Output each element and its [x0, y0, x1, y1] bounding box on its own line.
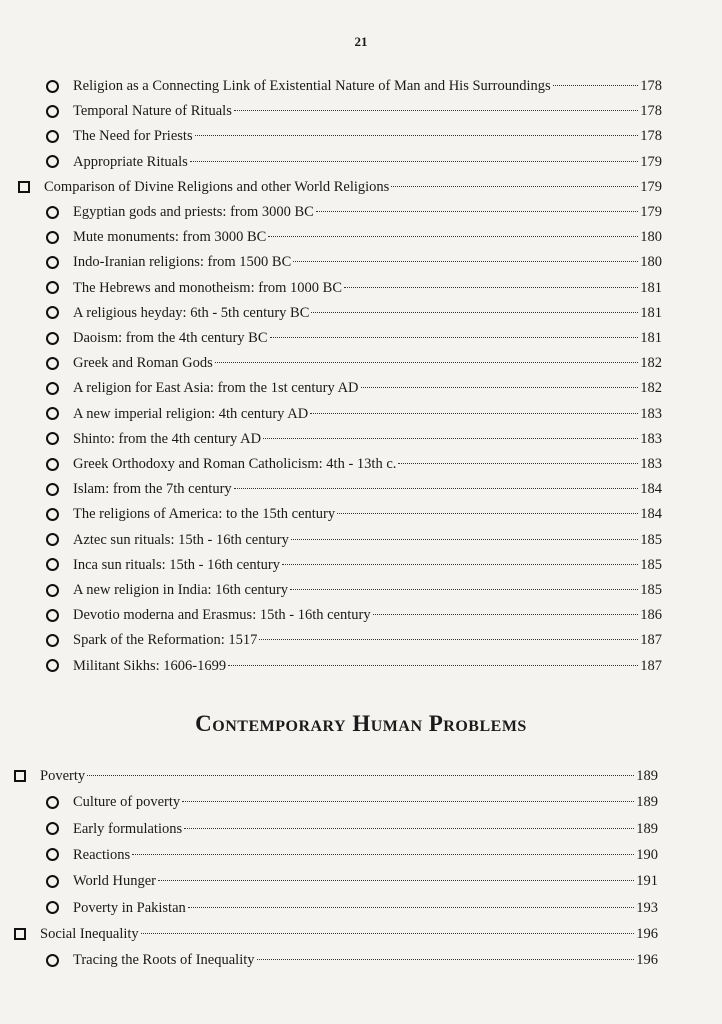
toc-entry-label: The Hebrews and monotheism: from 1000 BC	[73, 279, 343, 296]
dot-leader	[293, 261, 638, 262]
circle-bullet-icon	[46, 80, 59, 93]
toc-entry[interactable]	[46, 454, 662, 474]
toc-entry[interactable]	[46, 404, 662, 424]
page-number: 21	[354, 34, 368, 49]
toc-entry-page: 178	[640, 78, 662, 94]
circle-bullet-icon	[46, 458, 59, 471]
square-bullet-icon	[14, 770, 26, 782]
toc-entry[interactable]	[46, 845, 658, 865]
dot-leader	[182, 801, 634, 802]
toc-entry-label: Greek and Roman Gods	[73, 355, 213, 372]
toc-entry-label: Egyptian gods and priests: from 3000 BC	[73, 204, 314, 220]
toc-entry[interactable]	[46, 479, 662, 499]
circle-bullet-icon	[46, 382, 59, 395]
toc-entry-page: 191	[636, 873, 658, 890]
circle-bullet-icon	[46, 306, 59, 319]
toc-entry-label: A new imperial religion: 4th century AD	[73, 405, 309, 422]
dot-leader	[310, 413, 638, 414]
circle-bullet-icon	[46, 357, 59, 370]
circle-bullet-icon	[46, 659, 59, 672]
toc-entry[interactable]	[46, 819, 658, 839]
dot-leader	[184, 828, 634, 829]
dot-leader	[141, 933, 635, 934]
toc-entry-label: Appropriate Rituals	[73, 153, 188, 170]
dot-leader	[311, 312, 638, 313]
toc-entry[interactable]	[46, 252, 662, 272]
circle-bullet-icon	[46, 875, 59, 888]
toc-entry[interactable]	[46, 328, 662, 348]
dot-leader	[398, 463, 638, 464]
toc-entry-label: Reactions	[73, 846, 131, 863]
toc-entry-page: 190	[636, 846, 658, 863]
toc-entry[interactable]	[46, 278, 662, 298]
toc-entry-main[interactable]	[14, 766, 658, 786]
toc-entry-page: 186	[640, 607, 662, 624]
circle-bullet-icon	[46, 105, 59, 118]
toc-entry-page: 193	[636, 899, 658, 916]
toc-entry-page: 182	[640, 380, 662, 397]
toc-entry[interactable]	[46, 605, 662, 625]
dot-leader	[268, 236, 638, 237]
toc-entry[interactable]	[46, 227, 662, 247]
circle-bullet-icon	[46, 332, 59, 345]
toc-entry-label: Temporal Nature of Rituals	[73, 103, 232, 120]
circle-bullet-icon	[46, 822, 59, 835]
toc-entry-label: The religions of America: to the 15th century	[73, 506, 336, 523]
toc-entry-label: Mute monuments: from 3000 BC	[73, 229, 267, 246]
circle-bullet-icon	[46, 901, 59, 914]
toc-entry-label: World Hunger	[73, 873, 156, 890]
toc-entry-page: 189	[636, 794, 658, 811]
toc-entry-main[interactable]	[18, 177, 662, 197]
toc-entry-label: Poverty in Pakistan	[73, 899, 186, 916]
toc-entry[interactable]	[46, 126, 662, 146]
circle-bullet-icon	[46, 206, 59, 219]
square-bullet-icon	[14, 928, 26, 940]
dot-leader	[282, 564, 638, 565]
toc-entry-page: 182	[640, 355, 662, 372]
circle-bullet-icon	[46, 432, 59, 445]
dot-leader	[234, 488, 639, 489]
circle-bullet-icon	[46, 508, 59, 521]
toc-entry[interactable]	[46, 792, 658, 812]
dot-leader	[190, 161, 638, 162]
toc-entry-page: 185	[640, 531, 662, 548]
toc-entry[interactable]	[46, 656, 662, 676]
toc-entry-page: 189	[636, 820, 658, 837]
toc-entry-label: A religious heyday: 6th - 5th century BC	[73, 304, 310, 321]
toc-entry-label: Greek Orthodoxy and Roman Catholicism: 4th - 13th c.	[73, 456, 397, 472]
toc-entry[interactable]	[46, 353, 662, 373]
dot-leader	[215, 362, 639, 363]
circle-bullet-icon	[46, 848, 59, 861]
toc-entry-label: Tracing the Roots of Inequality	[73, 952, 255, 969]
circle-bullet-icon	[46, 533, 59, 546]
toc-entry-label: Poverty	[40, 768, 86, 784]
toc-entry-page: 179	[640, 153, 662, 170]
toc-entry-page: 183	[640, 456, 662, 472]
circle-bullet-icon	[46, 558, 59, 571]
toc-entry-label: Aztec sun rituals: 15th - 16th century	[73, 531, 289, 548]
toc-entry-label: Daoism: from the 4th century BC	[73, 330, 268, 346]
toc-entry-page: 178	[640, 128, 662, 145]
toc-entry-page: 181	[640, 279, 662, 296]
toc-entry-label: Social Inequality	[40, 925, 139, 942]
toc-entry-page: 184	[640, 481, 662, 498]
circle-bullet-icon	[46, 483, 59, 496]
circle-bullet-icon	[46, 796, 59, 809]
toc-entry-page: 179	[640, 204, 662, 220]
toc-entry-page: 178	[640, 103, 662, 120]
dot-leader	[132, 854, 634, 855]
toc-entry-page: 183	[640, 430, 662, 447]
toc-entry-page: 185	[640, 582, 662, 598]
toc-entry-page: 189	[636, 768, 658, 784]
toc-entry-label: The Need for Priests	[73, 128, 193, 145]
dot-leader	[158, 880, 634, 881]
toc-entry-label: A new religion in India: 16th century	[73, 582, 289, 598]
toc-entry-page: 187	[640, 632, 662, 649]
toc-entry-label: Devotio moderna and Erasmus: 15th - 16th century	[73, 607, 371, 624]
toc-entry[interactable]	[46, 303, 662, 323]
toc-entry-page: 184	[640, 506, 662, 523]
toc-entry-page: 187	[640, 657, 662, 674]
dot-leader	[263, 438, 638, 439]
toc-entry-label: Militant Sikhs: 1606-1699	[73, 657, 227, 674]
toc-entry[interactable]	[46, 580, 662, 600]
toc-entry-main[interactable]	[14, 924, 658, 944]
dot-leader	[344, 287, 638, 288]
circle-bullet-icon	[46, 281, 59, 294]
toc-entry[interactable]	[46, 76, 662, 96]
toc-entry[interactable]	[46, 378, 662, 398]
toc-entry-page: 196	[636, 952, 658, 969]
dot-leader	[391, 186, 638, 187]
dot-leader	[87, 775, 634, 776]
toc-entry-label: Indo-Iranian religions: from 1500 BC	[73, 254, 292, 271]
toc-entry-label: A religion for East Asia: from the 1st century AD	[73, 380, 359, 397]
toc-entry[interactable]	[46, 530, 662, 550]
toc-entry-page: 183	[640, 405, 662, 422]
toc-entry[interactable]	[46, 950, 658, 970]
square-bullet-icon	[18, 181, 30, 193]
circle-bullet-icon	[46, 954, 59, 967]
dot-leader	[553, 85, 639, 86]
toc-entry[interactable]	[46, 202, 662, 222]
circle-bullet-icon	[46, 407, 59, 420]
dot-leader	[259, 639, 638, 640]
dot-leader	[234, 110, 638, 111]
toc-entry-label: Comparison of Divine Religions and other World Religions	[44, 178, 390, 195]
toc-entry-page: 181	[640, 304, 662, 321]
dot-leader	[291, 539, 638, 540]
toc-entry-label: Shinto: from the 4th century AD	[73, 430, 262, 447]
circle-bullet-icon	[46, 130, 59, 143]
toc-entry[interactable]	[46, 898, 658, 918]
toc-entry-label: Religion as a Connecting Link of Existential Nature of Man and His Surroundings	[73, 78, 551, 94]
toc-entry[interactable]	[46, 871, 658, 891]
toc-entry-label: Spark of the Reformation: 1517	[73, 632, 258, 649]
dot-leader	[195, 135, 639, 136]
toc-entry-label: Islam: from the 7th century	[73, 481, 232, 498]
dot-leader	[337, 513, 638, 514]
dot-leader	[228, 665, 638, 666]
toc-entry-label: Culture of poverty	[73, 794, 181, 811]
circle-bullet-icon	[46, 609, 59, 622]
toc-entry[interactable]	[46, 555, 662, 575]
toc-entry[interactable]	[46, 504, 662, 524]
toc-entry-label: Inca sun rituals: 15th - 16th century	[73, 556, 280, 573]
dot-leader	[316, 211, 638, 212]
dot-leader	[373, 614, 639, 615]
circle-bullet-icon	[46, 155, 59, 168]
circle-bullet-icon	[46, 231, 59, 244]
toc-entry[interactable]	[46, 429, 662, 449]
toc-entry-page: 181	[640, 330, 662, 346]
chapter-heading: Contemporary Human Problems	[195, 711, 527, 736]
dot-leader	[290, 589, 638, 590]
toc-entry-page: 179	[640, 178, 662, 195]
toc-entry-label: Early formulations	[73, 820, 183, 837]
dot-leader	[361, 387, 639, 388]
circle-bullet-icon	[46, 634, 59, 647]
toc-entry-page: 180	[640, 229, 662, 246]
dot-leader	[188, 907, 634, 908]
dot-leader	[270, 337, 639, 338]
circle-bullet-icon	[46, 256, 59, 269]
toc-entry[interactable]	[46, 630, 662, 650]
toc-entry-page: 180	[640, 254, 662, 271]
toc-entry-page: 185	[640, 556, 662, 573]
dot-leader	[257, 959, 635, 960]
circle-bullet-icon	[46, 584, 59, 597]
toc-entry-page: 196	[636, 925, 658, 942]
toc-entry[interactable]	[46, 101, 662, 121]
toc-entry[interactable]	[46, 152, 662, 172]
